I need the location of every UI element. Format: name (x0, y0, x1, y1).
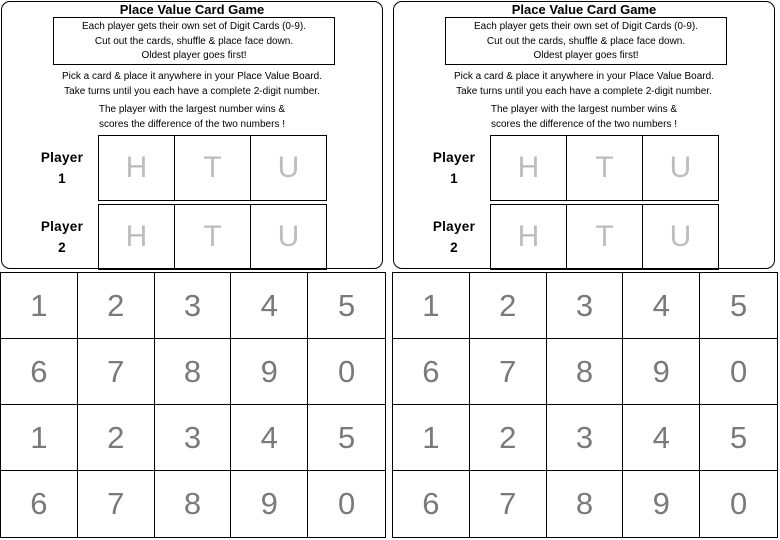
place-value-board (490, 204, 721, 270)
digit-card: 5 (308, 405, 385, 471)
digit-card: 4 (231, 273, 308, 339)
digit-card: 5 (700, 273, 777, 339)
digit-card: 9 (231, 471, 308, 537)
instructions-block (394, 69, 774, 99)
instructions-block (2, 69, 382, 99)
player-number: 1 (58, 171, 66, 186)
player-word: Player (40, 219, 84, 234)
digit-card: 2 (78, 273, 155, 339)
digit-card: 6 (1, 339, 78, 405)
scoring-line: scores the difference of the two numbers ! (98, 119, 286, 130)
digit-card: 6 (393, 471, 470, 537)
place-value-cell: H (490, 135, 567, 201)
player-label (420, 216, 488, 258)
digit-card: 0 (729, 486, 748, 521)
scoring-line: The player with the largest number wins & (98, 104, 286, 115)
place-value-cell: U (250, 204, 327, 270)
place-value-cell: H (98, 135, 175, 201)
digit-card: 4 (623, 273, 700, 339)
digit-card: 3 (155, 405, 232, 471)
rule-line: Each player gets their own set of Digit Cards (0-9). (474, 21, 698, 32)
game-instructions-panel (1, 1, 383, 269)
digit-card: 3 (155, 273, 232, 339)
player-word: Player (432, 219, 476, 234)
digit-card: 2 (78, 405, 155, 471)
player-number: 2 (450, 240, 458, 255)
digit-card: 9 (623, 339, 700, 405)
digit-card: 4 (623, 405, 700, 471)
place-value-board (490, 135, 721, 201)
instruction-line: Pick a card & place it anywhere in your Place Value Board. (62, 71, 322, 82)
digit-card: 1 (393, 405, 470, 471)
scoring-block (394, 102, 774, 132)
player-word: Player (432, 150, 476, 165)
digit-card: 7 (470, 339, 547, 405)
place-value-cell: U (642, 135, 719, 201)
place-value-cell: H (98, 204, 175, 270)
digit-card: 7 (78, 339, 155, 405)
scoring-block (2, 102, 382, 132)
place-value-cell: U (642, 204, 719, 270)
rule-line: Each player gets their own set of Digit Cards (0-9). (82, 21, 306, 32)
digit-card: 0 (337, 486, 356, 521)
player-label (28, 147, 96, 189)
digit-card: 3 (547, 273, 624, 339)
digit-card: 9 (623, 471, 700, 537)
instruction-line: Pick a card & place it anywhere in your Place Value Board. (454, 71, 714, 82)
digit-card: 7 (470, 471, 547, 537)
rule-line: Oldest player goes first! (141, 50, 247, 61)
digit-card: 0 (700, 339, 777, 405)
player-word: Player (40, 150, 84, 165)
digit-card: 8 (155, 471, 232, 537)
left-game-sheet (0, 0, 386, 540)
place-value-cell: T (566, 135, 643, 201)
place-value-board (98, 204, 329, 270)
digit-card: 4 (231, 405, 308, 471)
player-number: 2 (58, 240, 66, 255)
digit-card: 8 (547, 339, 624, 405)
rules-box (53, 17, 335, 65)
digit-card-grid (0, 272, 386, 538)
player-label (420, 147, 488, 189)
game-title: Place Value Card Game (119, 2, 265, 17)
digit-card: 8 (547, 471, 624, 537)
rule-line: Cut out the cards, shuffle & place face down. (94, 35, 294, 47)
digit-card: 1 (1, 273, 78, 339)
game-instructions-panel (393, 1, 775, 269)
place-value-cell: T (566, 204, 643, 270)
scoring-line: scores the difference of the two numbers ! (490, 119, 678, 130)
digit-card: 2 (470, 405, 547, 471)
digit-card: 5 (700, 405, 777, 471)
digit-card: 6 (393, 339, 470, 405)
place-value-cell: T (174, 204, 251, 270)
digit-card: 1 (1, 405, 78, 471)
rules-box (445, 17, 727, 65)
digit-card: 7 (78, 471, 155, 537)
place-value-cell: H (490, 204, 567, 270)
rule-line: Oldest player goes first! (533, 50, 639, 61)
player-number: 1 (450, 171, 458, 186)
digit-card: 5 (308, 273, 385, 339)
digit-card: 3 (547, 405, 624, 471)
digit-card-grid (392, 272, 778, 538)
player-label (28, 216, 96, 258)
scoring-line: The player with the largest number wins & (490, 104, 678, 115)
digit-card: 9 (231, 339, 308, 405)
place-value-cell: U (250, 135, 327, 201)
digit-card: 6 (1, 471, 78, 537)
digit-card: 1 (393, 273, 470, 339)
place-value-cell: T (174, 135, 251, 201)
right-game-sheet (392, 0, 778, 540)
digit-card: 2 (470, 273, 547, 339)
place-value-board (98, 135, 329, 201)
digit-card: 8 (155, 339, 232, 405)
rule-line: Cut out the cards, shuffle & place face down. (486, 35, 686, 47)
instruction-line: Take turns until you each have a complete 2-digit number. (456, 86, 712, 97)
game-title: Place Value Card Game (511, 2, 657, 17)
instruction-line: Take turns until you each have a complete 2-digit number. (64, 86, 320, 97)
digit-card: 0 (308, 339, 385, 405)
